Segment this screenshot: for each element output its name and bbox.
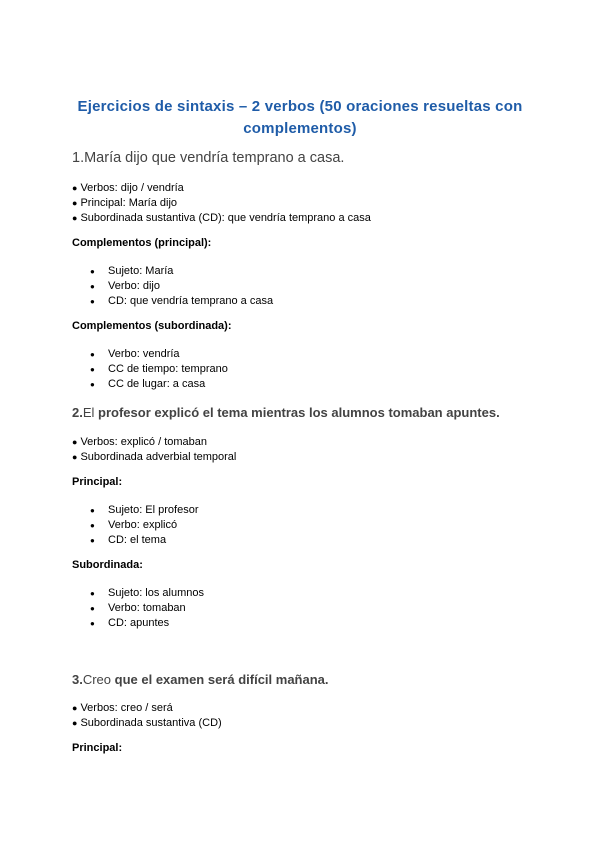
list-item: ● Verbos: creo / será [72, 701, 222, 716]
section-heading: Principal: [72, 476, 123, 488]
section-heading: Complementos (subordinada): [72, 320, 232, 332]
list-item: ● CC de lugar: a casa [108, 377, 228, 392]
list-item: ● CC de tiempo: temprano [108, 362, 228, 377]
list-item: ● Verbo: tomaban [108, 601, 204, 616]
list-item: ● Sujeto: los alumnos [108, 586, 204, 601]
exercise-1-sentence [72, 150, 344, 166]
exercise-2-summary [72, 435, 236, 465]
section-heading: Principal: [72, 742, 123, 754]
exercise-number: 3. [72, 672, 83, 687]
section-heading: Subordinada: [72, 559, 143, 571]
page-title: Ejercicios de sintaxis – 2 verbos (50 oraciones resueltas con complementos) [77, 98, 523, 137]
list-item: ● CD: apuntes [108, 616, 204, 631]
list-item: ● Sujeto: El profesor [108, 503, 199, 518]
list-item: ● Verbos: explicó / tomaban [72, 435, 236, 450]
list-item: ● CD: el tema [108, 533, 199, 548]
exercise-lead: El [82, 405, 95, 420]
complement-list [108, 503, 199, 548]
complement-list [108, 347, 228, 392]
exercise-lead: Creo [82, 672, 112, 687]
section-heading: Complementos (principal): [72, 237, 212, 249]
list-item: ● Verbo: vendría [108, 347, 228, 362]
list-item: ● Principal: María dijo [72, 196, 371, 211]
complement-list [108, 586, 204, 631]
list-item: ● Verbo: explicó [108, 518, 199, 533]
exercise-number: 1. [72, 150, 85, 166]
exercise-text: profesor explicó el tema mientras los alumnos tomaban apuntes. [94, 405, 500, 420]
exercise-2-sentence [72, 405, 500, 420]
complement-list [108, 264, 273, 309]
exercise-number: 2. [72, 405, 83, 420]
list-item: ● Verbos: dijo / vendría [72, 181, 371, 196]
list-item: ● Subordinada sustantiva (CD): que vendría temprano a casa [72, 211, 371, 226]
exercise-text: María dijo que vendría temprano a casa. [84, 150, 345, 166]
list-item: ● Subordinada adverbial temporal [72, 450, 236, 465]
list-item: ● Subordinada sustantiva (CD) [72, 716, 222, 731]
exercise-1-summary [72, 181, 371, 226]
exercise-text: que el examen será difícil mañana. [111, 672, 329, 687]
list-item: ● CD: que vendría temprano a casa [108, 294, 273, 309]
list-item: ● Sujeto: María [108, 264, 273, 279]
list-item: ● Verbo: dijo [108, 279, 273, 294]
exercise-3-sentence [72, 672, 329, 687]
exercise-3-summary [72, 701, 222, 731]
